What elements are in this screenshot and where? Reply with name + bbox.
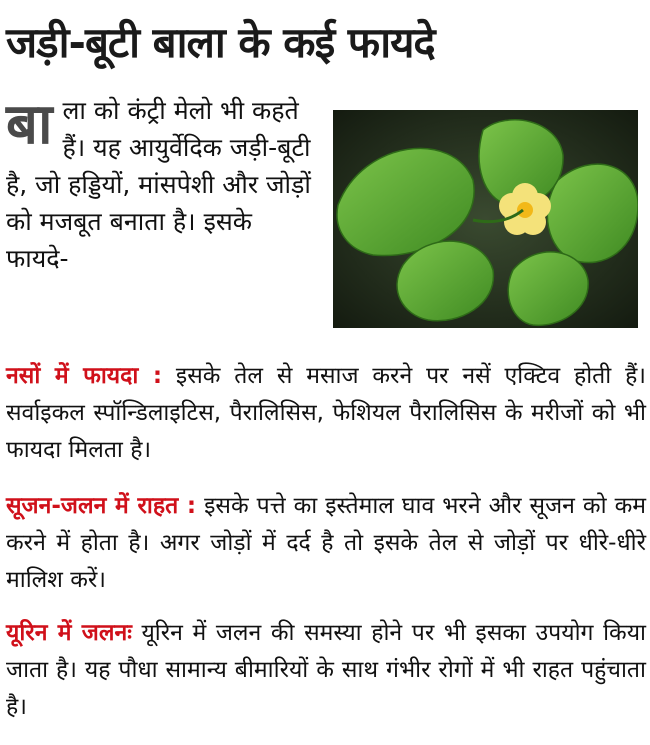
section-heading: यूरिन में जलनः: [6, 620, 132, 646]
section-body: इसके पत्ते का इस्तेमाल घाव भरने और सूजन को कम करने में होता है। अगर जोड़ों में दर्द है तो इसके तेल से जोड़ों पर धीरे-धीरे मालिश करें।: [6, 493, 646, 593]
section-body: इसके तेल से मसाज करने पर नसें एक्टिव होती हैं। सर्वाइकल स्पॉन्डिलाइटिस, पैरालिसिस, फेशियल पैरालिसिस के मरीजों को भी फायदा मिलता है।: [6, 363, 646, 463]
article-headline: जड़ी-बूटी बाला के कई फायदे: [6, 18, 435, 67]
drop-cap: बा: [6, 92, 53, 157]
intro-text: ला को कंट्री मेलो भी कहते हैं। यह आयुर्वेदिक जड़ी-बूटी है, जो हड्डियों, मांसपेशी और जोड़ों को मजबूत बनाता है। इसके फायदे-: [6, 96, 311, 273]
section-heading: सूजन-जलन में राहत :: [6, 493, 197, 519]
section-swelling-relief: [6, 488, 646, 599]
intro-paragraph: [6, 92, 320, 354]
section-heading: नसों में फायदा :: [6, 363, 163, 389]
section-urine-burning: [6, 615, 646, 726]
section-body: यूरिन में जलन की समस्या होने पर भी इसका उपयोग किया जाता है। यह पौधा सामान्य बीमारियों के साथ गंभीर रोगों में भी राहत पहुंचाता है।: [6, 620, 647, 720]
herb-plant-photo: [333, 110, 638, 328]
section-nerve-benefit: [6, 358, 646, 469]
plant-illustration: [333, 110, 638, 328]
